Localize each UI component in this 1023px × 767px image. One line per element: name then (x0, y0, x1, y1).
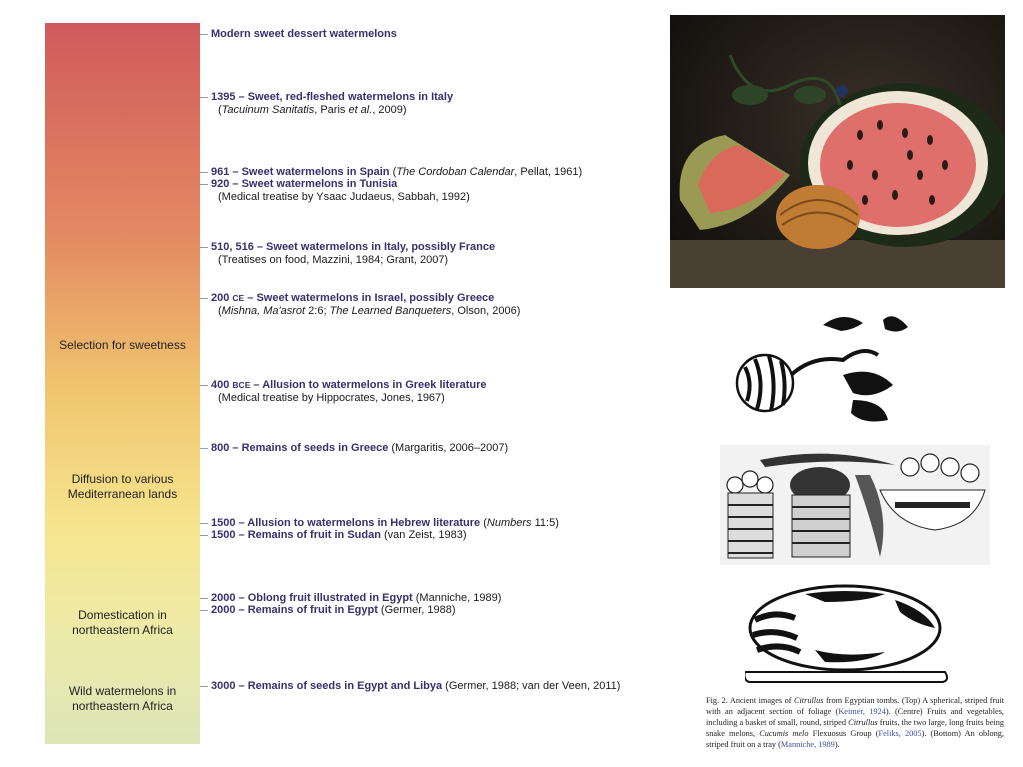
tick-mark (200, 535, 208, 536)
event-source: (Margaritis, 2006–2007) (388, 442, 509, 454)
tick-mark (200, 385, 208, 386)
event-1500-sudan (211, 529, 467, 542)
event-modern (211, 28, 397, 41)
event-510 (211, 241, 495, 266)
citation-link[interactable]: Feliks, 2005 (878, 729, 922, 738)
event-title: 920 – Sweet watermelons in Tunisia (211, 178, 398, 190)
event-2000-illustrated (211, 592, 501, 605)
event-source: (Medical treatise by Hippocrates, Jones, 1967) (218, 391, 445, 404)
event-title: Modern sweet dessert watermelons (211, 28, 397, 40)
tick-mark (200, 34, 208, 35)
event-1395 (211, 91, 453, 116)
event-source: (van Zeist, 1983) (380, 529, 467, 541)
tick-mark (200, 184, 208, 185)
event-source: (The Cordoban Calendar, Pellat, 1961) (389, 166, 583, 178)
event-source: (Germer, 1988) (377, 604, 456, 616)
event-source: (Medical treatise by Ysaac Judaeus, Sabbah, 1992) (218, 190, 470, 203)
tick-mark (200, 298, 208, 299)
stage-label-domestication: Domestication in northeastern Africa (72, 608, 173, 637)
event-title: 2000 – Oblong fruit illustrated in Egypt (211, 592, 413, 604)
tick-mark (200, 448, 208, 449)
tick-mark (200, 686, 208, 687)
event-source: (Treatises on food, Mazzini, 1984; Grant, 2007) (218, 253, 449, 266)
tick-mark (200, 172, 208, 173)
citation-link[interactable]: Keimer, 1924 (838, 707, 886, 716)
event-2000-remains (211, 604, 456, 617)
event-source: (Manniche, 1989) (412, 592, 502, 604)
event-title: 1500 – Remains of fruit in Sudan (211, 529, 381, 541)
tick-mark (200, 247, 208, 248)
oblong-fruit-drawing (745, 580, 955, 685)
event-title: 510, 516 – Sweet watermelons in Italy, possibly France (211, 241, 496, 253)
event-961 (211, 166, 582, 179)
event-200ce (211, 292, 520, 317)
event-title: 2000 – Remains of fruit in Egypt (211, 604, 378, 616)
stage-label-selection: Selection for sweetness (59, 338, 186, 352)
fruit-with-foliage-drawing (733, 305, 918, 430)
event-source: (Mishna, Ma'asrot 2:6; The Learned Banqueters, Olson, 2006) (218, 304, 521, 317)
event-1500-hebrew (211, 517, 559, 530)
timeline-bar (45, 23, 200, 744)
stage-label-wild: Wild watermelons in northeastern Africa (68, 684, 177, 713)
event-title: 961 – Sweet watermelons in Spain (211, 166, 390, 178)
figure-caption: Fig. 2. Ancient images of Citrullus from Egyptian tombs. (Top) A spherical, striped fruit with an adjacent section of foliage (Keimer, 1924). (Centre) Fruits and vegetables, including a basket of small, round, striped Citrullus fruits, the two large, long fruits being snake melons, Cucumis melo Flexuosus Group (Feliks, 2005). (Bottom) An oblong, striped fruit on a tray (Manniche, 1989). (706, 696, 1005, 749)
tick-mark (200, 523, 208, 524)
event-3000 (211, 680, 620, 693)
event-title: 200 CE – Sweet watermelons in Israel, possibly Greece (211, 292, 495, 304)
event-title: 3000 – Remains of seeds in Egypt and Libya (211, 680, 443, 692)
event-title: 1395 – Sweet, red-fleshed watermelons in Italy (211, 91, 454, 103)
event-title: 400 BCE – Allusion to watermelons in Greek literature (211, 379, 487, 391)
watermelon-painting (670, 15, 1005, 288)
event-title: 800 – Remains of seeds in Greece (211, 442, 389, 454)
citation-link[interactable]: Manniche, 1989 (780, 740, 835, 749)
event-source: (Numbers 11:5) (480, 517, 559, 529)
event-source: (Germer, 1988; van der Veen, 2011) (442, 680, 621, 692)
event-400bce (211, 379, 487, 404)
event-800 (211, 442, 508, 455)
tick-mark (200, 610, 208, 611)
event-source: (Tacuinum Sanitatis, Paris et al., 2009) (218, 103, 407, 116)
event-920 (211, 178, 470, 203)
tick-mark (200, 598, 208, 599)
tick-mark (200, 97, 208, 98)
baskets-drawing (720, 445, 990, 565)
event-title: 1500 – Allusion to watermelons in Hebrew literature (211, 517, 481, 529)
stage-label-diffusion: Diffusion to various Mediterranean lands (67, 472, 178, 501)
